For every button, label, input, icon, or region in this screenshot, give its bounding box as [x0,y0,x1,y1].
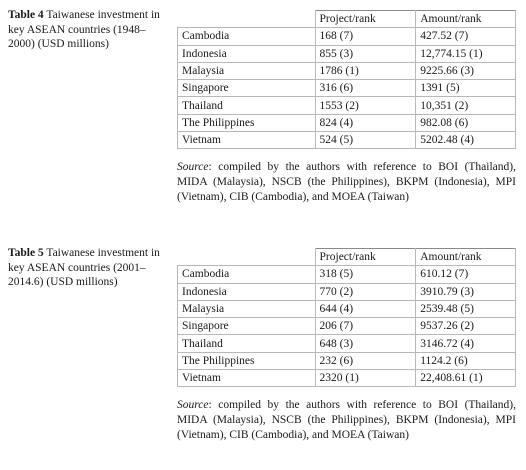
table4-source-note [177,160,516,204]
amount-cell: 427.52 (7) [416,28,516,45]
table5-source-text: : compiled by the authors with reference to BOI (Thailand), MIDA (Malaysia), NSCB (the Philippines), BKPM (Indonesia), MPI (Vietnam), CIB (Cambodia), and MOEA (Taiwan) [177,399,516,441]
project-cell: 855 (3) [315,45,416,62]
table5 [177,248,516,387]
table-row [178,300,516,317]
country-cell: The Philippines [178,114,316,131]
amount-cell: 9225.66 (3) [416,62,516,79]
amount-cell: 10,351 (2) [416,97,516,114]
table-row [178,370,516,387]
amount-cell: 12,774.15 (1) [416,45,516,62]
country-cell: Thailand [178,97,316,114]
table5-header-amount: Amount/rank [416,249,516,266]
country-cell: Cambodia [178,28,316,45]
country-cell: Cambodia [178,266,316,283]
project-cell: 318 (5) [315,266,416,283]
project-cell: 770 (2) [315,283,416,300]
project-cell: 648 (3) [315,335,416,352]
country-cell: Singapore [178,318,316,335]
table-row [178,45,516,62]
country-cell: Singapore [178,80,316,97]
amount-cell: 1124.2 (6) [416,352,516,369]
project-cell: 1553 (2) [315,97,416,114]
table-row [178,283,516,300]
table4 [177,10,516,149]
table5-source-note [177,398,516,442]
table5-header-project: Project/rank [315,249,416,266]
table-row [178,132,516,149]
table4-header-amount: Amount/rank [416,11,516,28]
country-cell: The Philippines [178,352,316,369]
country-cell: Vietnam [178,370,316,387]
table5-number: Table 5 [8,247,44,259]
project-cell: 2320 (1) [315,370,416,387]
amount-cell: 2539.48 (5) [416,300,516,317]
table5-caption-text: Taiwanese investment in key ASEAN countries (2001–2014.6) (USD millions) [8,247,160,288]
table4-header-blank [178,11,316,28]
table4-header-project: Project/rank [315,11,416,28]
table4-header-row [178,11,516,28]
table-row [178,97,516,114]
table-row [178,80,516,97]
table-row [178,352,516,369]
table5-header-row [178,249,516,266]
table4-caption-text: Taiwanese investment in key ASEAN countries (1948–2000) (USD millions) [8,9,160,50]
amount-cell: 982.08 (6) [416,114,516,131]
amount-cell: 5202.48 (4) [416,132,516,149]
table-row [178,335,516,352]
table4-source-text: : compiled by the authors with reference to BOI (Thailand), MIDA (Malaysia), NSCB (the Philippines), BKPM (Indonesia), MPI (Vietnam), CIB (Cambodia), and MOEA (Taiwan) [177,161,516,203]
project-cell: 168 (7) [315,28,416,45]
table5-caption [8,246,170,290]
country-cell: Thailand [178,335,316,352]
table-row [178,28,516,45]
country-cell: Malaysia [178,300,316,317]
amount-cell: 22,408.61 (1) [416,370,516,387]
project-cell: 316 (6) [315,80,416,97]
amount-cell: 9537.26 (2) [416,318,516,335]
table-row [178,266,516,283]
table-row [178,318,516,335]
project-cell: 644 (4) [315,300,416,317]
table-row [178,62,516,79]
table5-source-label: Source [177,399,209,411]
amount-cell: 1391 (5) [416,80,516,97]
project-cell: 232 (6) [315,352,416,369]
project-cell: 206 (7) [315,318,416,335]
project-cell: 824 (4) [315,114,416,131]
amount-cell: 3910.79 (3) [416,283,516,300]
amount-cell: 3146.72 (4) [416,335,516,352]
country-cell: Malaysia [178,62,316,79]
project-cell: 524 (5) [315,132,416,149]
table4-caption [8,8,170,52]
table5-header-blank [178,249,316,266]
country-cell: Indonesia [178,45,316,62]
country-cell: Vietnam [178,132,316,149]
table-row [178,114,516,131]
table4-number: Table 4 [8,9,44,21]
table4-source-label: Source [177,161,209,173]
country-cell: Indonesia [178,283,316,300]
project-cell: 1786 (1) [315,62,416,79]
amount-cell: 610.12 (7) [416,266,516,283]
